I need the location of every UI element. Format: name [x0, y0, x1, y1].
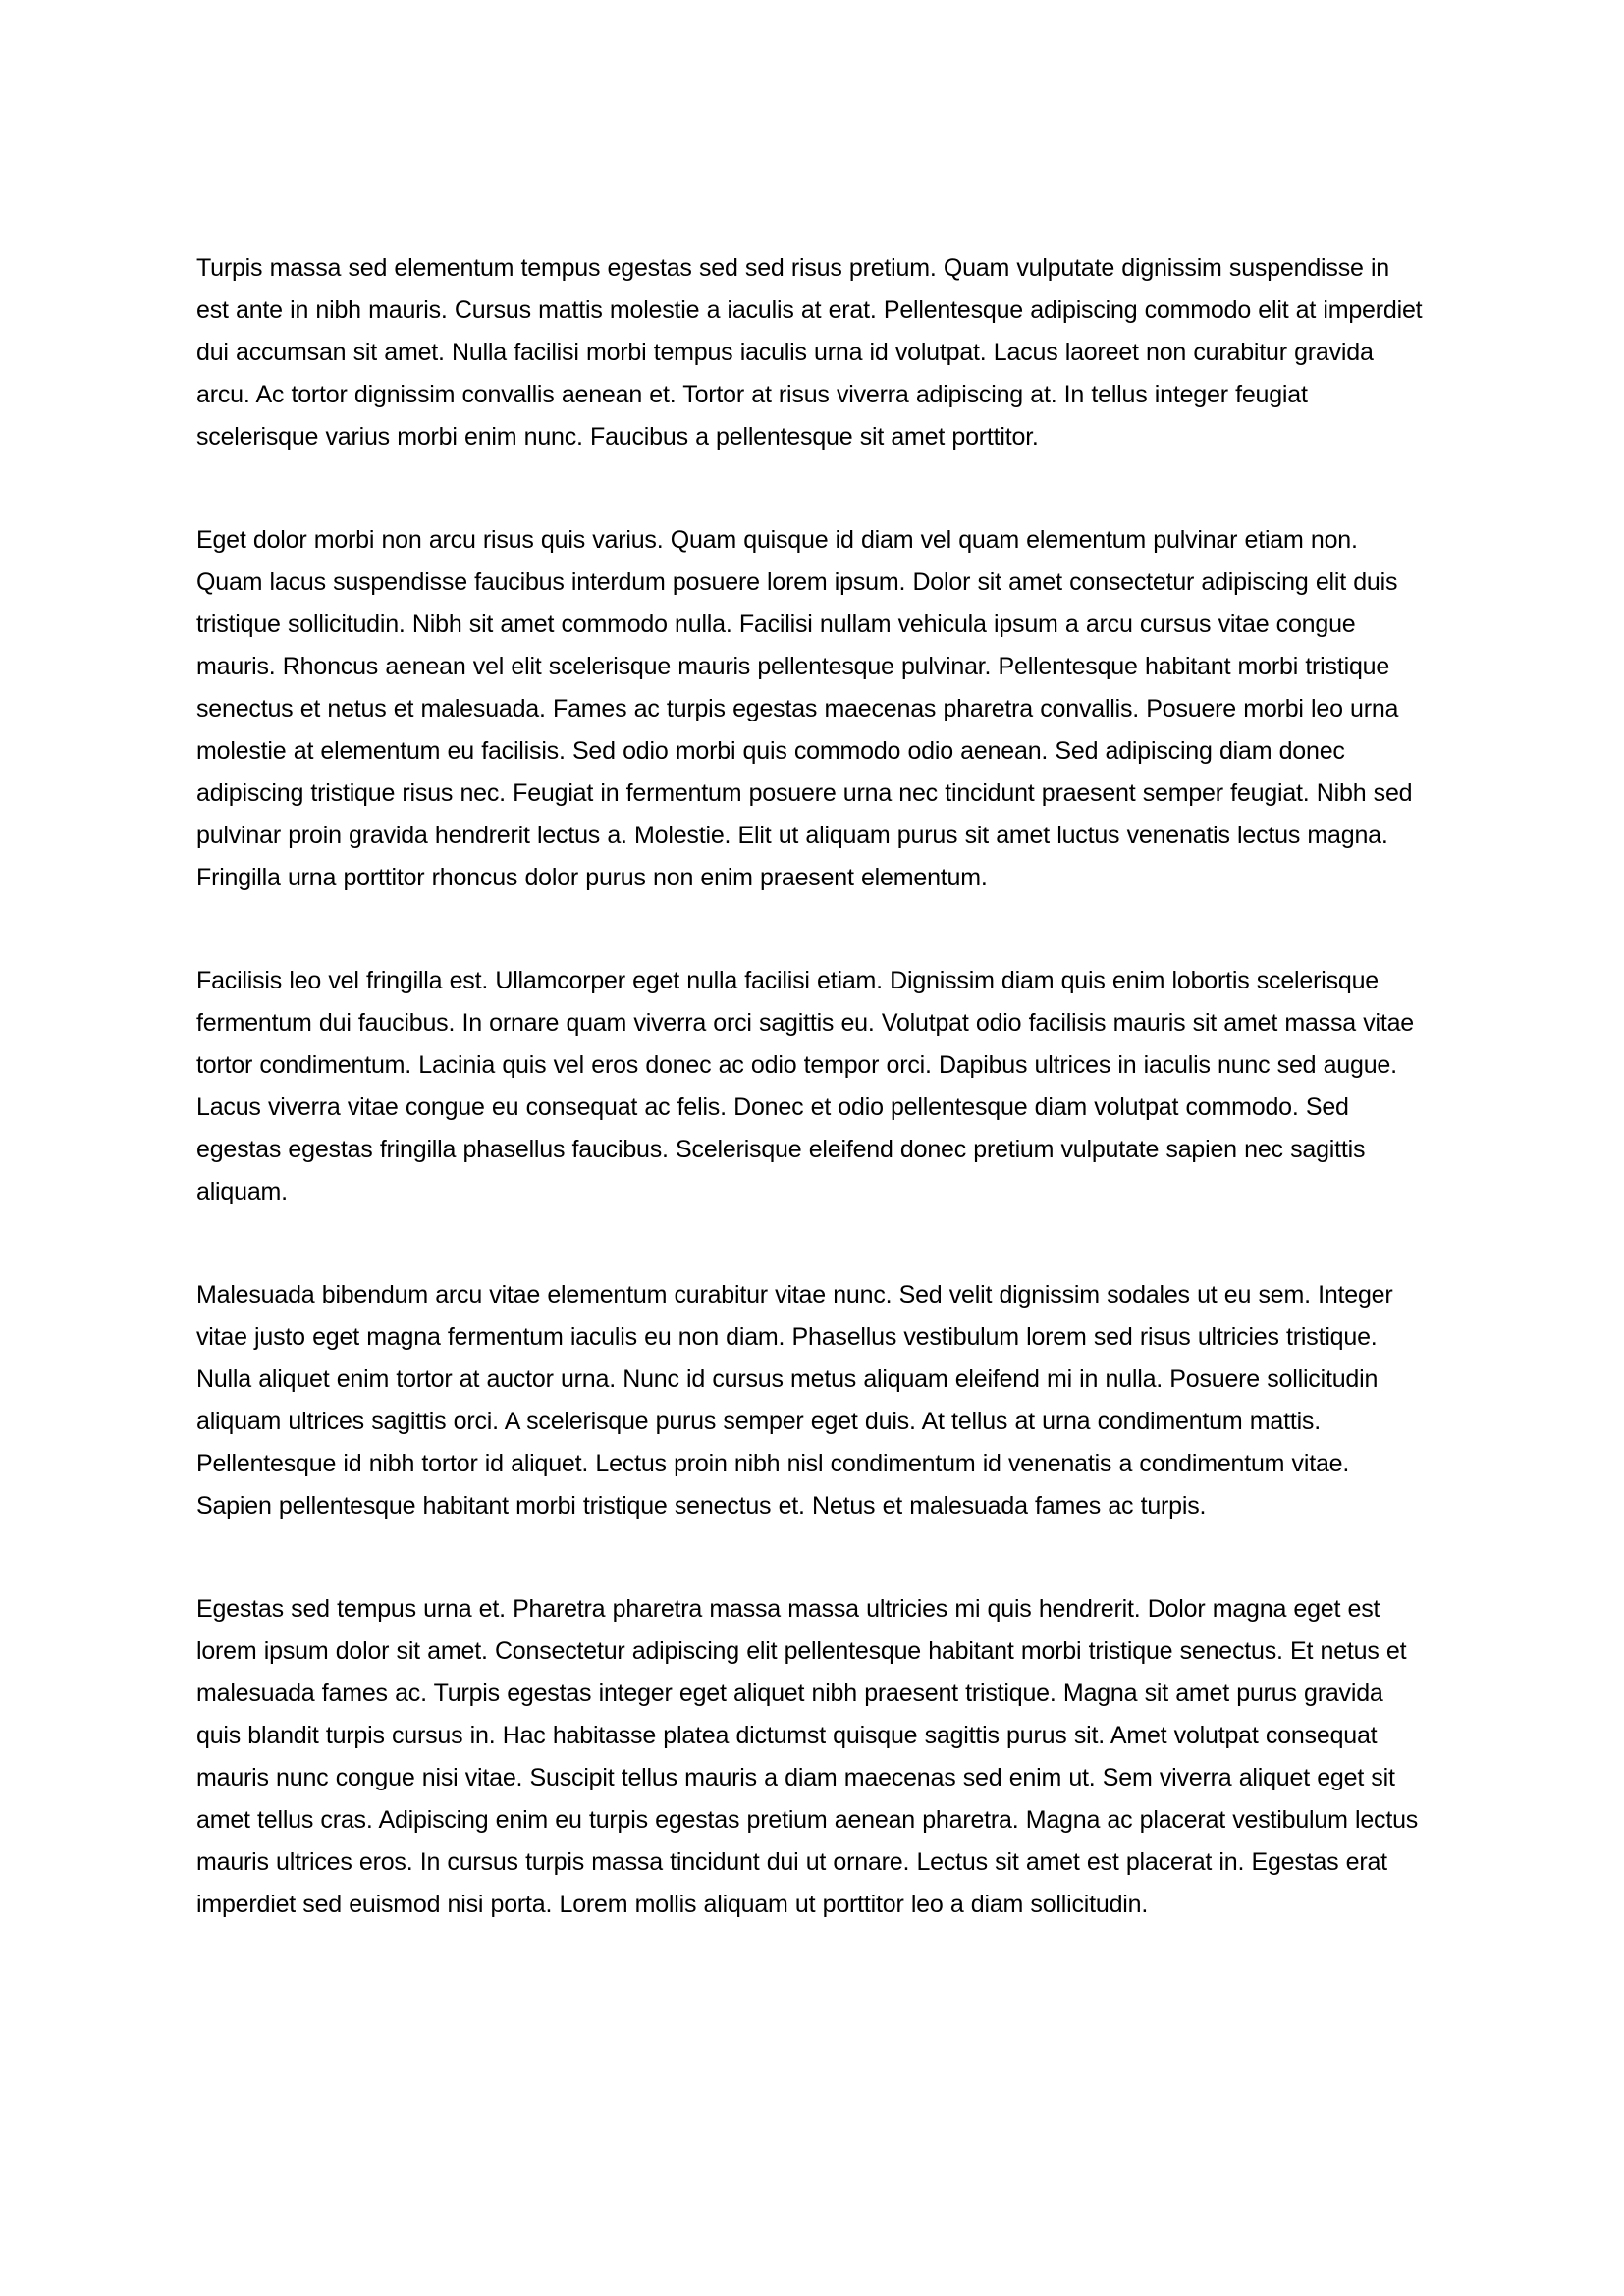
paragraph-4: Malesuada bibendum arcu vitae elementum curabitur vitae nunc. Sed velit dignissim sodales ut eu sem. Integer vitae justo eget magna fermentum iaculis eu non diam. Phasellus vestibulum lorem sed risus ultricies tristique. Nulla aliquet enim tortor at auctor urna. Nunc id cursus metus aliquam eleifend mi in nulla. Posuere sollicitudin aliquam ultrices sagittis orci. A scelerisque purus semper eget duis. At tellus at urna condimentum mattis. Pellentesque id nibh tortor id aliquet. Lectus proin nibh nisl condimentum id venenatis a condimentum vitae. Sapien pellentesque habitant morbi tristique senectus et. Netus et malesuada fames ac turpis.	[196, 1281, 1393, 1520]
paragraph-2: Eget dolor morbi non arcu risus quis varius. Quam quisque id diam vel quam elementum pulvinar etiam non. Quam lacus suspendisse faucibus interdum posuere lorem ipsum. Dolor sit amet consectetur adipiscing elit duis tristique sollicitudin. Nibh sit amet commodo nulla. Facilisi nullam vehicula ipsum a arcu cursus vitae congue mauris. Rhoncus aenean vel elit scelerisque mauris pellentesque pulvinar. Pellentesque habitant morbi tristique senectus et netus et malesuada. Fames ac turpis egestas maecenas pharetra convallis. Posuere morbi leo urna molestie at elementum eu facilisis. Sed odio morbi quis commodo odio aenean. Sed adipiscing diam donec adipiscing tristique risus nec. Feugiat in fermentum posuere urna nec tincidunt praesent semper feugiat. Nibh sed pulvinar proin gravida hendrerit lectus a. Molestie. Elit ut aliquam purus sit amet luctus venenatis lectus magna. Fringilla urna porttitor rhoncus dolor purus non enim praesent elementum.	[196, 526, 1413, 891]
paragraph-5: Egestas sed tempus urna et. Pharetra pharetra massa massa ultricies mi quis hendrerit. Dolor magna eget est lorem ipsum dolor sit amet. Consectetur adipiscing elit pellentesque habitant morbi tristique senectus. Et netus et malesuada fames ac. Turpis egestas integer eget aliquet nibh praesent tristique. Magna sit amet purus gravida quis blandit turpis cursus in. Hac habitasse platea dictumst quisque sagittis purus sit. Amet volutpat consequat mauris nunc congue nisi vitae. Suscipit tellus mauris a diam maecenas sed enim ut. Sem viverra aliquet eget sit amet tellus cras. Adipiscing enim eu turpis egestas pretium aenean pharetra. Magna ac placerat vestibulum lectus mauris ultrices eros. In cursus turpis massa tincidunt dui ut ornare. Lectus sit amet est placerat in. Egestas erat imperdiet sed euismod nisi porta. Lorem mollis aliquam ut porttitor leo a diam sollicitudin.	[196, 1595, 1419, 1918]
paragraph-3: Facilisis leo vel fringilla est. Ullamcorper eget nulla facilisi etiam. Dignissim diam quis enim lobortis scelerisque fermentum dui faucibus. In ornare quam viverra orci sagittis eu. Volutpat odio facilisis mauris sit amet massa vitae tortor condimentum. Lacinia quis vel eros donec ac odio tempor orci. Dapibus ultrices in iaculis nunc sed augue. Lacus viverra vitae congue eu consequat ac felis. Donec et odio pellentesque diam volutpat commodo. Sed egestas egestas fringilla phasellus faucibus. Scelerisque eleifend donec pretium vulputate sapien nec sagittis aliquam.	[196, 967, 1415, 1205]
paragraph-1: Turpis massa sed elementum tempus egestas sed sed risus pretium. Quam vulputate dignissim suspendisse in est ante in nibh mauris. Cursus mattis molestie a iaculis at erat. Pellentesque adipiscing commodo elit at imperdiet dui accumsan sit amet. Nulla facilisi morbi tempus iaculis urna id volutpat. Lacus laoreet non curabitur gravida arcu. Ac tortor dignissim convallis aenean et. Tortor at risus viverra adipiscing at. In tellus integer feugiat scelerisque varius morbi enim nunc. Faucibus a pellentesque sit amet porttitor.	[196, 254, 1423, 451]
